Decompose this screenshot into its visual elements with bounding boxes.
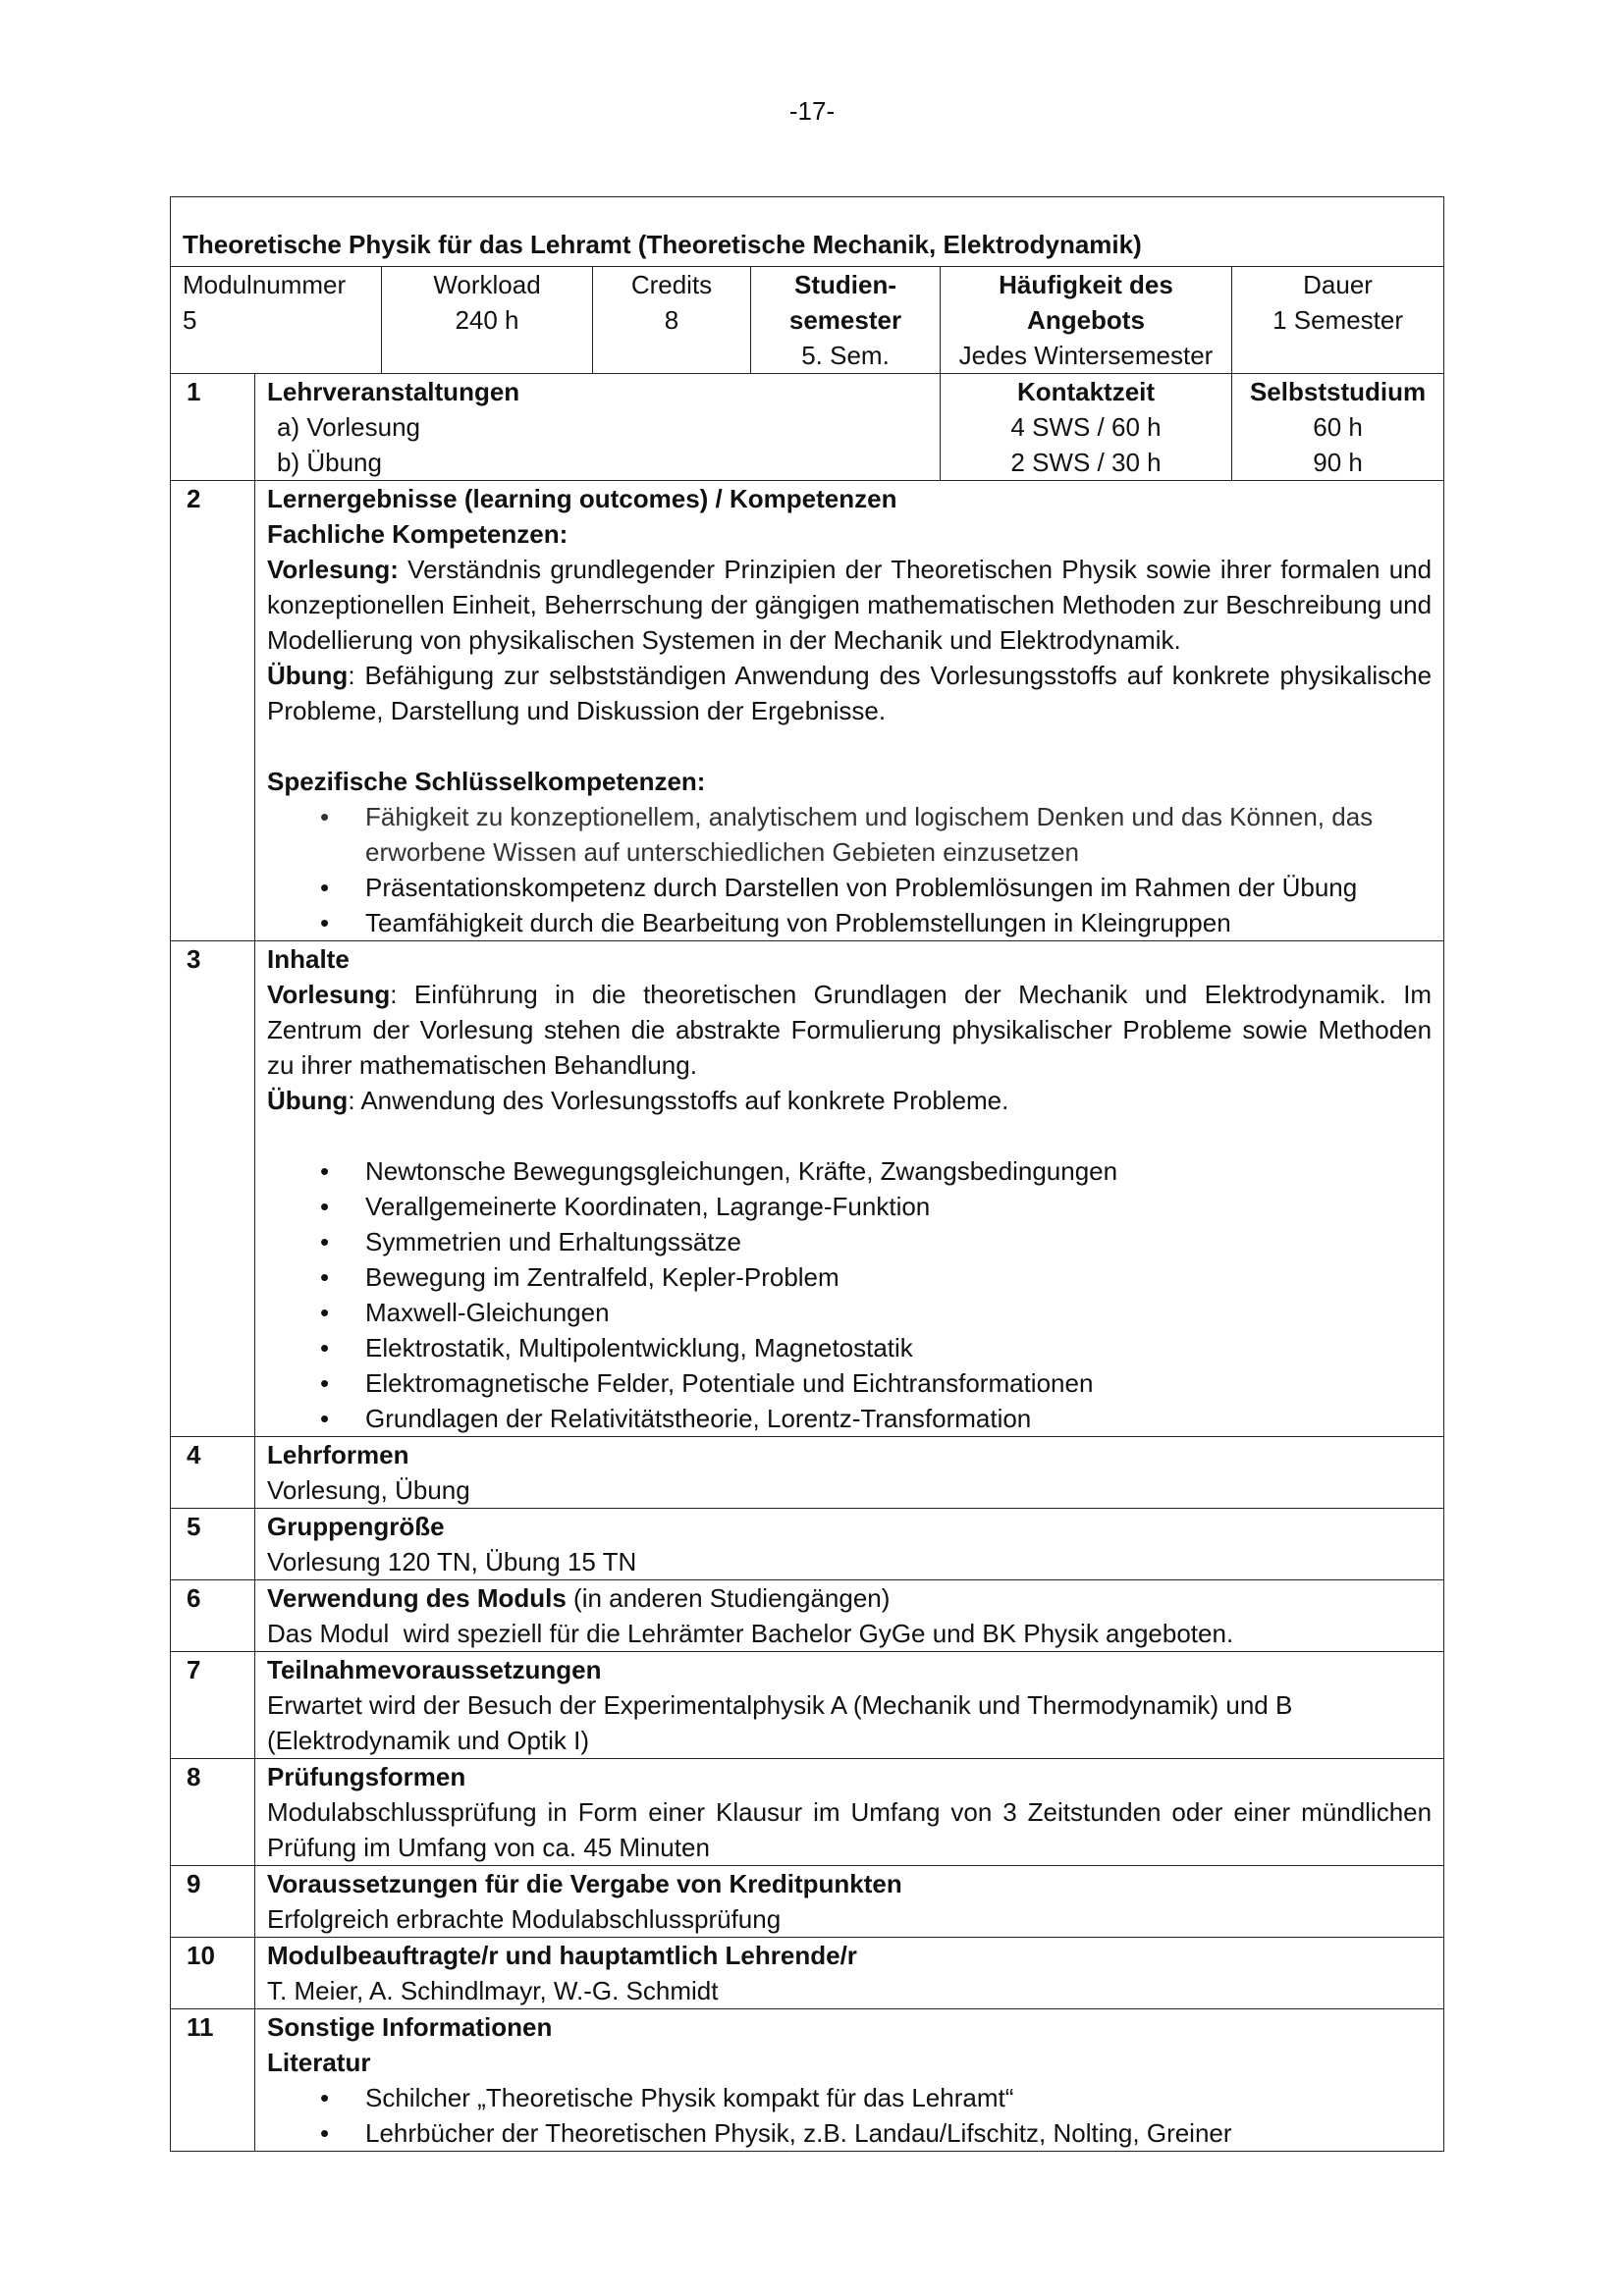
section-number: 2	[171, 481, 255, 941]
credits-value: 8	[664, 305, 679, 335]
section-heading: Teilnahmevoraussetzungen	[267, 1655, 602, 1684]
list-item: • Fähigkeit zu konzeptionellem, analytischem und logischem Denken und das Können, das erworbene Wissen auf unterschiedlichen Gebieten einzusetzen	[365, 799, 1432, 870]
list-item: • Newtonsche Bewegungsgleichungen, Kräfte, Zwangsbedingungen	[365, 1153, 1432, 1189]
list-item: • Bewegung im Zentralfeld, Kepler-Problem	[365, 1259, 1432, 1295]
section-text: Das Modul wird speziell für die Lehrämter Bachelor GyGe und BK Physik angeboten.	[267, 1619, 1234, 1648]
section-text: Erwartet wird der Besuch der Experimentalphysik A (Mechanik und Thermodynamik) und B (Elektrodynamik und Optik I)	[267, 1690, 1293, 1755]
section-number: 8	[171, 1759, 255, 1866]
haeufigkeit-label-1: Häufigkeit des	[999, 270, 1173, 299]
selbststudium-cell	[1232, 374, 1444, 481]
course-uebung: b) Übung	[277, 448, 382, 477]
section-heading: Modulbeauftragte/r und hauptamtlich Lehrende/r	[267, 1941, 857, 1970]
text-vorlesung: Verständnis grundlegender Prinzipien der Theoretischen Physik sowie ihrer formalen und konzeptionellen Einheit, Beherrschung der gängigen mathematischen Methoden zur Beschreibung und Modellierung von physikalischen Systemen in der Mechanik und Elektrodynamik.	[267, 555, 1433, 655]
workload-label: Workload	[433, 270, 541, 299]
list-item: • Präsentationskompetenz durch Darstellen von Problemlösungen im Rahmen der Übung	[365, 870, 1432, 905]
list-item: • Symmetrien und Erhaltungssätze	[365, 1224, 1432, 1259]
section-8-row	[171, 1759, 1444, 1866]
label-uebung: Übung	[267, 1086, 349, 1115]
section-content	[255, 1652, 1444, 1759]
section-heading-line	[267, 1580, 1432, 1616]
lehrveranstaltungen-cell	[255, 374, 941, 481]
section-number: 7	[171, 1652, 255, 1759]
kontaktzeit-vorlesung: 4 SWS / 60 h	[1010, 412, 1162, 442]
kontaktzeit-label: Kontaktzeit	[1016, 377, 1156, 406]
section-2-row	[171, 481, 1444, 941]
section-content	[255, 941, 1444, 1437]
list-item: • Grundlagen der Relativitätstheorie, Lorentz-Transformation	[365, 1401, 1432, 1436]
bullet-list	[267, 1153, 1432, 1436]
module-description-table	[170, 196, 1443, 2152]
section-6-row	[171, 1580, 1444, 1652]
paragraph-vorlesung	[267, 977, 1432, 1083]
section-text: Erfolgreich erbrachte Modulabschlussprüfung	[267, 1904, 782, 1934]
section-heading-suffix: (in anderen Studiengängen)	[566, 1583, 891, 1613]
label-vorlesung: Vorlesung:	[267, 555, 399, 584]
label-uebung: Übung	[267, 661, 349, 690]
section-content	[255, 1580, 1444, 1652]
section-3-row	[171, 941, 1444, 1437]
subheading-fachliche-kompetenzen: Fachliche Kompetenzen:	[267, 519, 568, 549]
list-item: • Schilcher „Theoretische Physik kompakt für das Lehramt“	[365, 2080, 1432, 2115]
section-text: Vorlesung 120 TN, Übung 15 TN	[267, 1547, 637, 1576]
section-heading: Lehrformen	[267, 1440, 409, 1469]
paragraph-uebung	[267, 1083, 1432, 1118]
section-4-row	[171, 1437, 1444, 1509]
section-content	[255, 1938, 1444, 2009]
module-title: Theoretische Physik für das Lehramt (Theoretische Mechanik, Elektrodynamik)	[171, 197, 1444, 267]
section-1-row	[171, 374, 1444, 481]
kontaktzeit-cell	[941, 374, 1232, 481]
section-text: T. Meier, A. Schindlmayr, W.-G. Schmidt	[267, 1976, 719, 2005]
section-content	[255, 1866, 1444, 1938]
section-heading: Gruppengröße	[267, 1512, 445, 1541]
section-number: 9	[171, 1866, 255, 1938]
kontaktzeit-uebung: 2 SWS / 30 h	[1010, 448, 1162, 477]
section-number: 11	[171, 2009, 255, 2152]
section-text: Vorlesung, Übung	[267, 1475, 470, 1505]
workload-cell	[382, 267, 593, 374]
course-vorlesung: a) Vorlesung	[277, 412, 420, 442]
haeufigkeit-label-2: Angebots	[1027, 305, 1145, 335]
workload-value: 240 h	[455, 305, 519, 335]
haeufigkeit-cell	[941, 267, 1232, 374]
selbststudium-label: Selbststudium	[1249, 377, 1427, 406]
label-vorlesung: Vorlesung	[267, 980, 391, 1009]
section-9-row	[171, 1866, 1444, 1938]
subheading-schluesselkompetenzen: Spezifische Schlüsselkompetenzen:	[267, 767, 706, 796]
credits-cell	[593, 267, 751, 374]
list-item: • Elektromagnetische Felder, Potentiale und Eichtransformationen	[365, 1365, 1432, 1401]
list-item: • Lehrbücher der Theoretischen Physik, z.B. Landau/Lifschitz, Nolting, Greiner	[365, 2115, 1432, 2151]
section-heading: Sonstige Informationen	[267, 2012, 553, 2042]
bullet-list	[267, 799, 1432, 940]
section-heading: Inhalte	[267, 944, 350, 974]
subheading-literatur: Literatur	[267, 2048, 371, 2077]
haeufigkeit-value: Jedes Wintersemester	[958, 341, 1214, 370]
section-number: 10	[171, 1938, 255, 2009]
section-heading: Prüfungsformen	[267, 1762, 466, 1791]
studiensemester-label-1: Studien-	[794, 270, 896, 299]
section-heading: Voraussetzungen für die Vergabe von Kreditpunkten	[267, 1869, 902, 1898]
section-content	[255, 1437, 1444, 1509]
list-item: • Teamfähigkeit durch die Bearbeitung von Problemstellungen in Kleingruppen	[365, 905, 1432, 940]
studiensemester-value: 5. Sem.	[801, 341, 890, 370]
section-content	[255, 1509, 1444, 1580]
dauer-cell	[1232, 267, 1444, 374]
credits-label: Credits	[630, 270, 713, 299]
text-uebung: : Anwendung des Vorlesungsstoffs auf konkrete Probleme.	[348, 1086, 1009, 1115]
section-10-row	[171, 1938, 1444, 2009]
page-number: -17-	[788, 96, 836, 126]
module-header-row	[171, 267, 1444, 374]
paragraph-uebung	[267, 658, 1432, 728]
section-number: 6	[171, 1580, 255, 1652]
section-number: 3	[171, 941, 255, 1437]
section-heading: Lehrveranstaltungen	[267, 377, 520, 406]
text-uebung: : Befähigung zur selbstständigen Anwendung des Vorlesungsstoffs auf konkrete physikalische Probleme, Darstellung und Diskussion der Ergebnisse.	[267, 661, 1433, 725]
section-7-row	[171, 1652, 1444, 1759]
section-number: 1	[171, 374, 255, 481]
modulnummer-cell	[171, 267, 382, 374]
list-item: • Verallgemeinerte Koordinaten, Lagrange-Funktion	[365, 1189, 1432, 1224]
dauer-value: 1 Semester	[1272, 305, 1404, 335]
section-content	[255, 2009, 1444, 2152]
paragraph-vorlesung	[267, 552, 1432, 658]
dauer-label: Dauer	[1303, 270, 1373, 299]
section-heading: Lernergebnisse (learning outcomes) / Kompetenzen	[267, 484, 897, 513]
text-vorlesung: : Einführung in die theoretischen Grundlagen der Mechanik und Elektrodynamik. Im Zentrum der Vorlesung stehen die abstrakte Formulierung physikalischer Probleme sowie Methoden zu ihrer mathematischen Behandlung.	[267, 980, 1433, 1080]
list-item: • Maxwell-Gleichungen	[365, 1295, 1432, 1330]
section-5-row	[171, 1509, 1444, 1580]
studiensemester-label-2: semester	[788, 305, 902, 335]
selbststudium-uebung: 90 h	[1313, 448, 1363, 477]
section-content	[255, 481, 1444, 941]
modulnummer-value: 5	[183, 305, 197, 335]
section-number: 4	[171, 1437, 255, 1509]
bullet-list	[267, 2080, 1432, 2151]
studiensemester-cell	[751, 267, 941, 374]
selbststudium-vorlesung: 60 h	[1313, 412, 1363, 442]
section-number: 5	[171, 1509, 255, 1580]
section-text: Modulabschlussprüfung in Form einer Klausur im Umfang von 3 Zeitstunden oder einer mündlichen Prüfung im Umfang von ca. 45 Minuten	[267, 1797, 1433, 1862]
section-11-row	[171, 2009, 1444, 2152]
modulnummer-label: Modulnummer	[183, 270, 347, 299]
section-heading: Verwendung des Moduls	[267, 1583, 567, 1613]
section-content	[255, 1759, 1444, 1866]
list-item: • Elektrostatik, Multipolentwicklung, Magnetostatik	[365, 1330, 1432, 1365]
